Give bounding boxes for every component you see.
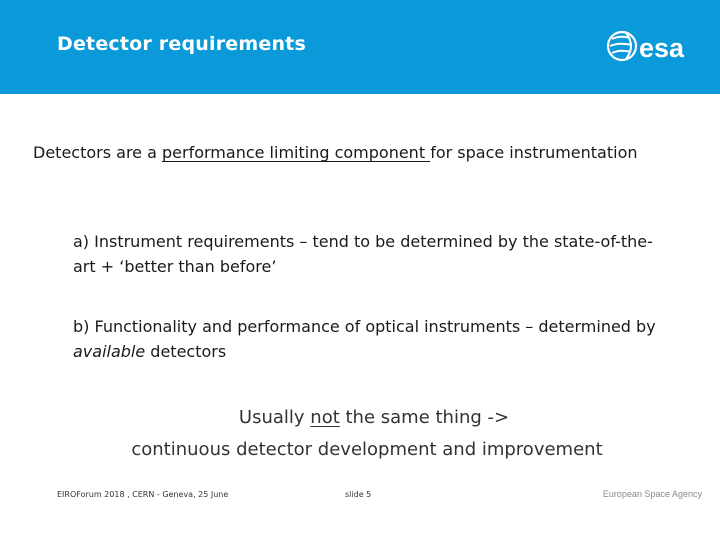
point-a: a) Instrument requirements – tend to be determined by the state-of-the-art + ‘better than before’ [73, 232, 653, 276]
conclusion [0, 402, 720, 466]
point-b-before: b) Functionality and performance of optical instruments – determined by [73, 317, 656, 336]
intro-text-after: for space instrumentation [430, 143, 638, 162]
conclusion-line1-after: the same thing -> [339, 407, 510, 428]
conclusion-line-1 [0, 402, 720, 434]
intro-statement [33, 140, 653, 165]
esa-globe-icon [608, 32, 636, 60]
footer-event: EIROForum 2018 , CERN - Geneva, 25 June [57, 490, 229, 499]
point-b-italic: available [73, 342, 146, 361]
conclusion-line1-underline: not [310, 407, 340, 428]
point-b-after: detectors [145, 342, 227, 361]
intro-text-before: Detectors are a [33, 143, 162, 162]
footer-slide-number: slide 5 [345, 490, 372, 499]
slide-title: Detector requirements [57, 33, 306, 55]
header-bar [0, 0, 720, 94]
conclusion-line-2: continuous detector development and improvement [131, 439, 603, 460]
conclusion-line1-before: Usually [238, 407, 311, 428]
esa-wordmark: esa [639, 33, 685, 63]
point-b [73, 314, 673, 364]
intro-emphasis: performance limiting component [162, 143, 431, 162]
footer-agency: European Space Agency [602, 489, 702, 499]
esa-logo [606, 27, 706, 67]
